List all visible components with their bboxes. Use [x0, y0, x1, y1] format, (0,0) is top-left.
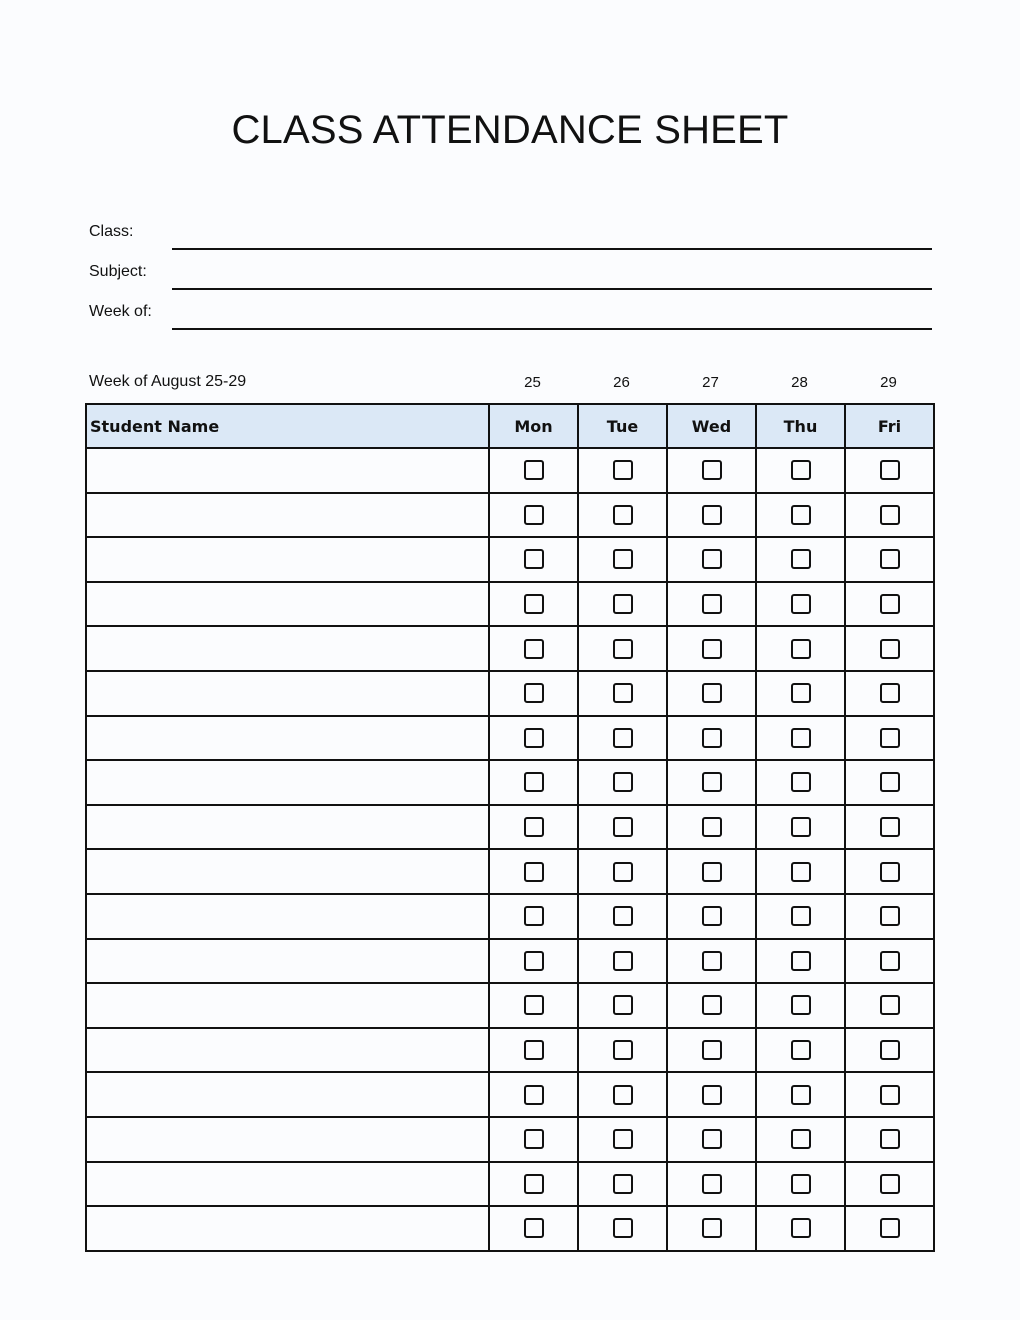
checkbox-icon[interactable]	[613, 1218, 633, 1238]
attendance-cell-wed	[667, 716, 756, 761]
attendance-cell-thu	[756, 805, 845, 850]
attendance-cell-wed	[667, 805, 756, 850]
checkbox-icon[interactable]	[791, 862, 811, 882]
attendance-cell-thu	[756, 849, 845, 894]
attendance-cell-mon	[489, 716, 578, 761]
attendance-cell-fri	[845, 1072, 934, 1117]
class-label: Class:	[89, 223, 134, 240]
table-row	[86, 626, 934, 671]
attendance-cell-thu	[756, 939, 845, 984]
attendance-cell-fri	[845, 939, 934, 984]
checkbox-icon[interactable]	[791, 1174, 811, 1194]
day-header-mon: Mon	[489, 404, 578, 448]
checkbox-icon[interactable]	[702, 639, 722, 659]
attendance-cell-fri	[845, 582, 934, 627]
checkbox-icon[interactable]	[791, 683, 811, 703]
checkbox-icon[interactable]	[702, 728, 722, 748]
attendance-cell-tue	[578, 1117, 667, 1162]
attendance-cell-fri	[845, 537, 934, 582]
attendance-cell-fri	[845, 671, 934, 716]
checkbox-icon[interactable]	[613, 906, 633, 926]
checkbox-icon[interactable]	[702, 1040, 722, 1060]
checkbox-icon[interactable]	[880, 639, 900, 659]
attendance-cell-tue	[578, 626, 667, 671]
checkbox-icon[interactable]	[791, 1129, 811, 1149]
attendance-cell-thu	[756, 493, 845, 538]
attendance-cell-mon	[489, 760, 578, 805]
attendance-cell-wed	[667, 849, 756, 894]
page-title: CLASS ATTENDANCE SHEET	[231, 108, 789, 152]
table-row	[86, 939, 934, 984]
checkbox-icon[interactable]	[613, 1085, 633, 1105]
attendance-cell-tue	[578, 671, 667, 716]
checkbox-icon[interactable]	[702, 460, 722, 480]
week-of-field	[89, 300, 932, 330]
attendance-cell-thu	[756, 537, 845, 582]
checkbox-icon[interactable]	[791, 1218, 811, 1238]
checkbox-icon[interactable]	[791, 1085, 811, 1105]
checkbox-icon[interactable]	[524, 1174, 544, 1194]
student-name-cell[interactable]	[86, 537, 489, 582]
student-name-cell[interactable]	[86, 582, 489, 627]
attendance-cell-mon	[489, 805, 578, 850]
class-input-line[interactable]	[172, 226, 932, 250]
attendance-cell-fri	[845, 760, 934, 805]
attendance-cell-thu	[756, 760, 845, 805]
attendance-cell-tue	[578, 849, 667, 894]
checkbox-icon[interactable]	[791, 460, 811, 480]
week-of-input-line[interactable]	[172, 306, 932, 330]
attendance-cell-fri	[845, 894, 934, 939]
checkbox-icon[interactable]	[702, 549, 722, 569]
table-row	[86, 1206, 934, 1251]
attendance-cell-wed	[667, 448, 756, 493]
attendance-cell-wed	[667, 983, 756, 1028]
checkbox-icon[interactable]	[524, 862, 544, 882]
attendance-cell-fri	[845, 849, 934, 894]
checkbox-icon[interactable]	[791, 906, 811, 926]
date-thu: 28	[791, 374, 808, 391]
attendance-cell-wed	[667, 760, 756, 805]
attendance-cell-mon	[489, 671, 578, 716]
attendance-cell-tue	[578, 582, 667, 627]
attendance-cell-wed	[667, 894, 756, 939]
checkbox-icon[interactable]	[880, 995, 900, 1015]
date-row	[488, 373, 933, 393]
student-name-cell[interactable]	[86, 671, 489, 716]
subject-input-line[interactable]	[172, 266, 932, 290]
attendance-cell-thu	[756, 894, 845, 939]
checkbox-icon[interactable]	[702, 594, 722, 614]
attendance-cell-mon	[489, 939, 578, 984]
attendance-cell-mon	[489, 983, 578, 1028]
attendance-cell-tue	[578, 1072, 667, 1117]
checkbox-icon[interactable]	[880, 817, 900, 837]
checkbox-icon[interactable]	[791, 995, 811, 1015]
student-name-cell[interactable]	[86, 493, 489, 538]
table-row	[86, 448, 934, 493]
subject-field	[89, 260, 932, 290]
checkbox-icon[interactable]	[524, 639, 544, 659]
attendance-cell-mon	[489, 1206, 578, 1251]
checkbox-icon[interactable]	[880, 906, 900, 926]
checkbox-icon[interactable]	[880, 549, 900, 569]
table-row	[86, 1028, 934, 1073]
checkbox-icon[interactable]	[613, 728, 633, 748]
attendance-rows	[86, 448, 934, 1251]
attendance-cell-fri	[845, 493, 934, 538]
attendance-cell-fri	[845, 1028, 934, 1073]
checkbox-icon[interactable]	[880, 862, 900, 882]
checkbox-icon[interactable]	[880, 460, 900, 480]
attendance-cell-thu	[756, 1028, 845, 1073]
checkbox-icon[interactable]	[613, 772, 633, 792]
student-name-cell[interactable]	[86, 626, 489, 671]
checkbox-icon[interactable]	[702, 1129, 722, 1149]
checkbox-icon[interactable]	[791, 728, 811, 748]
checkbox-icon[interactable]	[880, 1218, 900, 1238]
checkbox-icon[interactable]	[524, 1129, 544, 1149]
attendance-cell-fri	[845, 626, 934, 671]
checkbox-icon[interactable]	[880, 728, 900, 748]
attendance-cell-thu	[756, 448, 845, 493]
student-name-header: Student Name	[86, 404, 489, 448]
checkbox-icon[interactable]	[791, 1040, 811, 1060]
attendance-cell-tue	[578, 894, 667, 939]
checkbox-icon[interactable]	[702, 995, 722, 1015]
attendance-cell-wed	[667, 1072, 756, 1117]
attendance-cell-fri	[845, 1206, 934, 1251]
checkbox-icon[interactable]	[613, 683, 633, 703]
attendance-cell-wed	[667, 1206, 756, 1251]
student-name-cell[interactable]	[86, 760, 489, 805]
student-name-cell[interactable]	[86, 849, 489, 894]
checkbox-icon[interactable]	[791, 951, 811, 971]
day-header-wed: Wed	[667, 404, 756, 448]
class-field	[89, 220, 932, 250]
student-name-cell[interactable]	[86, 983, 489, 1028]
checkbox-icon[interactable]	[613, 1129, 633, 1149]
attendance-cell-tue	[578, 1162, 667, 1207]
student-name-cell[interactable]	[86, 716, 489, 761]
checkbox-icon[interactable]	[702, 951, 722, 971]
checkbox-icon[interactable]	[702, 1218, 722, 1238]
attendance-cell-wed	[667, 582, 756, 627]
attendance-cell-tue	[578, 448, 667, 493]
checkbox-icon[interactable]	[524, 505, 544, 525]
attendance-cell-thu	[756, 1072, 845, 1117]
attendance-cell-mon	[489, 1028, 578, 1073]
student-name-cell[interactable]	[86, 448, 489, 493]
table-row	[86, 760, 934, 805]
checkbox-icon[interactable]	[524, 594, 544, 614]
day-header-tue: Tue	[578, 404, 667, 448]
attendance-cell-tue	[578, 1206, 667, 1251]
checkbox-icon[interactable]	[880, 594, 900, 614]
checkbox-icon[interactable]	[613, 594, 633, 614]
attendance-cell-fri	[845, 983, 934, 1028]
student-name-cell[interactable]	[86, 939, 489, 984]
checkbox-icon[interactable]	[702, 772, 722, 792]
student-name-cell[interactable]	[86, 1117, 489, 1162]
checkbox-icon[interactable]	[524, 906, 544, 926]
attendance-cell-tue	[578, 716, 667, 761]
attendance-cell-tue	[578, 537, 667, 582]
checkbox-icon[interactable]	[791, 594, 811, 614]
checkbox-icon[interactable]	[791, 639, 811, 659]
checkbox-icon[interactable]	[613, 862, 633, 882]
checkbox-icon[interactable]	[613, 1174, 633, 1194]
table-row	[86, 493, 934, 538]
attendance-cell-thu	[756, 716, 845, 761]
attendance-cell-tue	[578, 760, 667, 805]
attendance-cell-wed	[667, 671, 756, 716]
table-row	[86, 582, 934, 627]
checkbox-icon[interactable]	[702, 1085, 722, 1105]
table-header-row	[86, 404, 934, 448]
student-name-cell[interactable]	[86, 1162, 489, 1207]
checkbox-icon[interactable]	[524, 728, 544, 748]
date-tue: 26	[613, 374, 630, 391]
attendance-cell-wed	[667, 537, 756, 582]
checkbox-icon[interactable]	[880, 772, 900, 792]
attendance-cell-wed	[667, 1117, 756, 1162]
checkbox-icon[interactable]	[524, 1085, 544, 1105]
checkbox-icon[interactable]	[524, 951, 544, 971]
checkbox-icon[interactable]	[613, 817, 633, 837]
subject-label: Subject:	[89, 263, 147, 280]
checkbox-icon[interactable]	[791, 772, 811, 792]
student-name-cell[interactable]	[86, 894, 489, 939]
checkbox-icon[interactable]	[702, 505, 722, 525]
attendance-cell-tue	[578, 805, 667, 850]
table-row	[86, 1162, 934, 1207]
attendance-cell-thu	[756, 983, 845, 1028]
checkbox-icon[interactable]	[702, 817, 722, 837]
attendance-cell-wed	[667, 939, 756, 984]
checkbox-icon[interactable]	[524, 549, 544, 569]
checkbox-icon[interactable]	[702, 862, 722, 882]
attendance-cell-thu	[756, 1206, 845, 1251]
attendance-cell-mon	[489, 1162, 578, 1207]
attendance-cell-wed	[667, 1028, 756, 1073]
attendance-cell-fri	[845, 716, 934, 761]
table-row	[86, 671, 934, 716]
table-row	[86, 894, 934, 939]
attendance-cell-mon	[489, 448, 578, 493]
student-name-cell[interactable]	[86, 805, 489, 850]
table-row	[86, 537, 934, 582]
checkbox-icon[interactable]	[613, 951, 633, 971]
checkbox-icon[interactable]	[524, 817, 544, 837]
table-row	[86, 1072, 934, 1117]
checkbox-icon[interactable]	[702, 1174, 722, 1194]
attendance-cell-mon	[489, 493, 578, 538]
student-name-cell[interactable]	[86, 1072, 489, 1117]
checkbox-icon[interactable]	[524, 995, 544, 1015]
date-wed: 27	[702, 374, 719, 391]
attendance-cell-tue	[578, 493, 667, 538]
checkbox-icon[interactable]	[524, 772, 544, 792]
checkbox-icon[interactable]	[702, 906, 722, 926]
attendance-cell-wed	[667, 493, 756, 538]
attendance-cell-mon	[489, 1117, 578, 1162]
checkbox-icon[interactable]	[880, 505, 900, 525]
table-row	[86, 849, 934, 894]
attendance-cell-thu	[756, 1117, 845, 1162]
checkbox-icon[interactable]	[791, 817, 811, 837]
checkbox-icon[interactable]	[613, 460, 633, 480]
attendance-cell-thu	[756, 626, 845, 671]
checkbox-icon[interactable]	[524, 460, 544, 480]
attendance-cell-tue	[578, 1028, 667, 1073]
checkbox-icon[interactable]	[613, 549, 633, 569]
attendance-cell-mon	[489, 894, 578, 939]
attendance-cell-wed	[667, 626, 756, 671]
checkbox-icon[interactable]	[613, 639, 633, 659]
checkbox-icon[interactable]	[613, 1040, 633, 1060]
attendance-table	[85, 403, 935, 1252]
attendance-cell-thu	[756, 1162, 845, 1207]
table-row	[86, 1117, 934, 1162]
checkbox-icon[interactable]	[524, 683, 544, 703]
checkbox-icon[interactable]	[791, 549, 811, 569]
attendance-cell-tue	[578, 939, 667, 984]
week-of-label: Week of:	[89, 303, 152, 320]
attendance-cell-mon	[489, 582, 578, 627]
table-row	[86, 983, 934, 1028]
checkbox-icon[interactable]	[880, 1174, 900, 1194]
attendance-cell-thu	[756, 671, 845, 716]
attendance-cell-mon	[489, 626, 578, 671]
checkbox-icon[interactable]	[524, 1218, 544, 1238]
table-row	[86, 716, 934, 761]
attendance-cell-mon	[489, 1072, 578, 1117]
checkbox-icon[interactable]	[524, 1040, 544, 1060]
date-fri: 29	[880, 374, 897, 391]
attendance-cell-fri	[845, 1117, 934, 1162]
student-name-cell[interactable]	[86, 1206, 489, 1251]
checkbox-icon[interactable]	[613, 505, 633, 525]
table-row	[86, 805, 934, 850]
checkbox-icon[interactable]	[880, 1129, 900, 1149]
checkbox-icon[interactable]	[702, 683, 722, 703]
checkbox-icon[interactable]	[880, 1085, 900, 1105]
attendance-cell-fri	[845, 448, 934, 493]
attendance-cell-thu	[756, 582, 845, 627]
checkbox-icon[interactable]	[880, 683, 900, 703]
checkbox-icon[interactable]	[880, 951, 900, 971]
attendance-cell-wed	[667, 1162, 756, 1207]
attendance-cell-mon	[489, 849, 578, 894]
attendance-cell-tue	[578, 983, 667, 1028]
checkbox-icon[interactable]	[613, 995, 633, 1015]
day-header-thu: Thu	[756, 404, 845, 448]
attendance-cell-mon	[489, 537, 578, 582]
checkbox-icon[interactable]	[791, 505, 811, 525]
checkbox-icon[interactable]	[880, 1040, 900, 1060]
day-header-fri: Fri	[845, 404, 934, 448]
student-name-cell[interactable]	[86, 1028, 489, 1073]
week-caption: Week of August 25-29	[89, 373, 247, 390]
attendance-cell-fri	[845, 805, 934, 850]
date-mon: 25	[524, 374, 541, 391]
attendance-cell-fri	[845, 1162, 934, 1207]
